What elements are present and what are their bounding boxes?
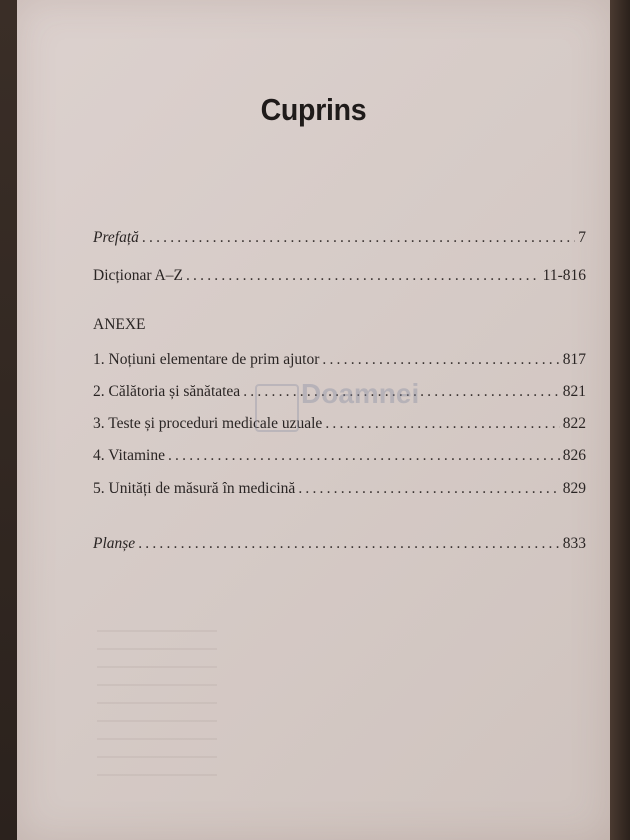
page-title: Cuprins (260, 92, 367, 127)
toc-entry-page: 7 (578, 229, 586, 246)
toc-entry-label: Prefață (93, 229, 139, 246)
toc-entry-page: 833 (562, 535, 586, 552)
toc-entry-prefata[interactable] (93, 229, 586, 251)
toc-entry-label: Dicționar A–Z (93, 267, 183, 284)
toc-entry-page: 826 (562, 447, 586, 464)
toc-entry-label: Planșe (93, 535, 136, 552)
dot-leader (142, 229, 575, 247)
toc-entry-dictionar[interactable] (93, 267, 586, 289)
book-page (17, 0, 610, 840)
toc-entry-page: 821 (562, 383, 586, 400)
toc-entry-page: 829 (562, 480, 586, 497)
watermark-icon (255, 384, 299, 432)
toc-entry-page: 822 (562, 415, 586, 432)
dot-leader (168, 447, 560, 465)
toc-entry-label: 3. Teste și proceduri medicale uzuale (93, 415, 323, 432)
toc-entry-label: 1. Noțiuni elementare de prim ajutor (93, 351, 320, 368)
page-edge-shadow (610, 0, 630, 840)
toc-entry-anexa-5[interactable] (93, 480, 586, 502)
toc-entry-page: 817 (562, 351, 586, 368)
watermark-logo (255, 378, 435, 438)
toc-entry-anexa-1[interactable] (93, 351, 586, 373)
bleed-through-text (97, 630, 217, 780)
dot-leader (298, 480, 559, 498)
toc-entry-label: 4. Vitamine (93, 447, 165, 464)
watermark-text: Doamnei (301, 378, 420, 409)
toc-entry-label: 5. Unități de măsură în medicină (93, 480, 296, 497)
toc-entry-label: 2. Călătoria și sănătatea (93, 383, 241, 400)
toc-entry-planse[interactable] (93, 535, 586, 557)
toc-entry-anexa-4[interactable] (93, 447, 586, 469)
dot-leader (322, 351, 559, 369)
dot-leader (186, 267, 540, 285)
dot-leader (138, 535, 560, 553)
section-heading-anexe: ANEXE (93, 316, 146, 333)
toc-entry-page: 11-816 (542, 267, 586, 284)
